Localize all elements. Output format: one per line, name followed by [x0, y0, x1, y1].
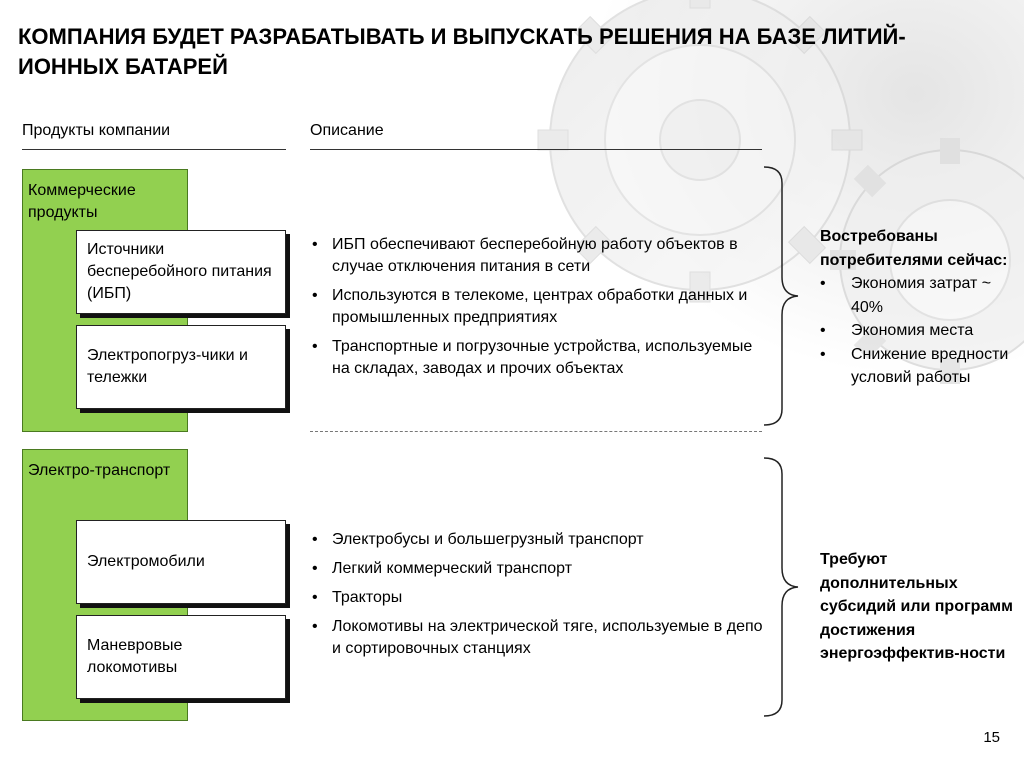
product-card-ups [76, 230, 286, 314]
list-item: • Снижение вредности условий работы [820, 343, 1020, 390]
description-header-rule [310, 149, 762, 150]
product-card-label: Электропогруз-чики и тележки [87, 347, 248, 386]
list-item: • Используются в телекоме, центрах обработки данных и промышленных предприятиях [310, 285, 770, 329]
list-item: • Экономия затрат ~ 40% [820, 272, 1020, 319]
description-column-header: Описание [310, 122, 384, 139]
list-item: • Транспортные и погрузочные устройства, используемые на складах, заводах и прочих объектах [310, 336, 770, 380]
right-brace-icon [762, 456, 802, 718]
list-item: • Электробусы и большегрузный транспорт [310, 529, 770, 551]
slide-title: КОМПАНИЯ БУДЕТ РАЗРАБАТЫВАТЬ И ВЫПУСКАТЬ РЕШЕНИЯ НА БАЗЕ ЛИТИЙ-ИОННЫХ БАТАРЕЙ [18, 24, 906, 79]
list-item: • Легкий коммерческий транспорт [310, 558, 770, 580]
commercial-summary [820, 225, 1020, 390]
products-header-rule [22, 149, 286, 150]
category-label: Электро-транспорт [28, 462, 171, 479]
product-card-electric-cars [76, 520, 286, 604]
transport-summary [820, 548, 1020, 666]
products-column-header: Продукты компании [22, 122, 171, 139]
list-item: • Локомотивы на электрической тяге, используемые в депо и сортировочных станциях [310, 616, 770, 660]
group-divider [310, 431, 762, 432]
summary-title: Востребованы потребителями сейчас: [820, 228, 1008, 269]
summary-title: Требуют дополнительных субсидий или программ достижения энергоэффектив-ности [820, 551, 1013, 662]
product-card-label: Маневровые локомотивы [87, 637, 183, 676]
summary-list [820, 272, 1020, 390]
product-card-label: Электромобили [87, 553, 205, 570]
product-card-label: Источники бесперебойного питания (ИБП) [87, 241, 272, 302]
commercial-description-list [310, 234, 770, 387]
category-label: Коммерческие продукты [28, 182, 136, 221]
list-item: • ИБП обеспечивают бесперебойную работу объектов в случае отключения питания в сети [310, 234, 770, 278]
product-card-locomotives [76, 615, 286, 699]
page-number: 15 [983, 729, 1000, 746]
list-item: • Тракторы [310, 587, 770, 609]
product-card-forklifts [76, 325, 286, 409]
transport-description-list [310, 529, 770, 667]
right-brace-icon [762, 165, 802, 427]
list-item: • Экономия места [820, 319, 1020, 343]
